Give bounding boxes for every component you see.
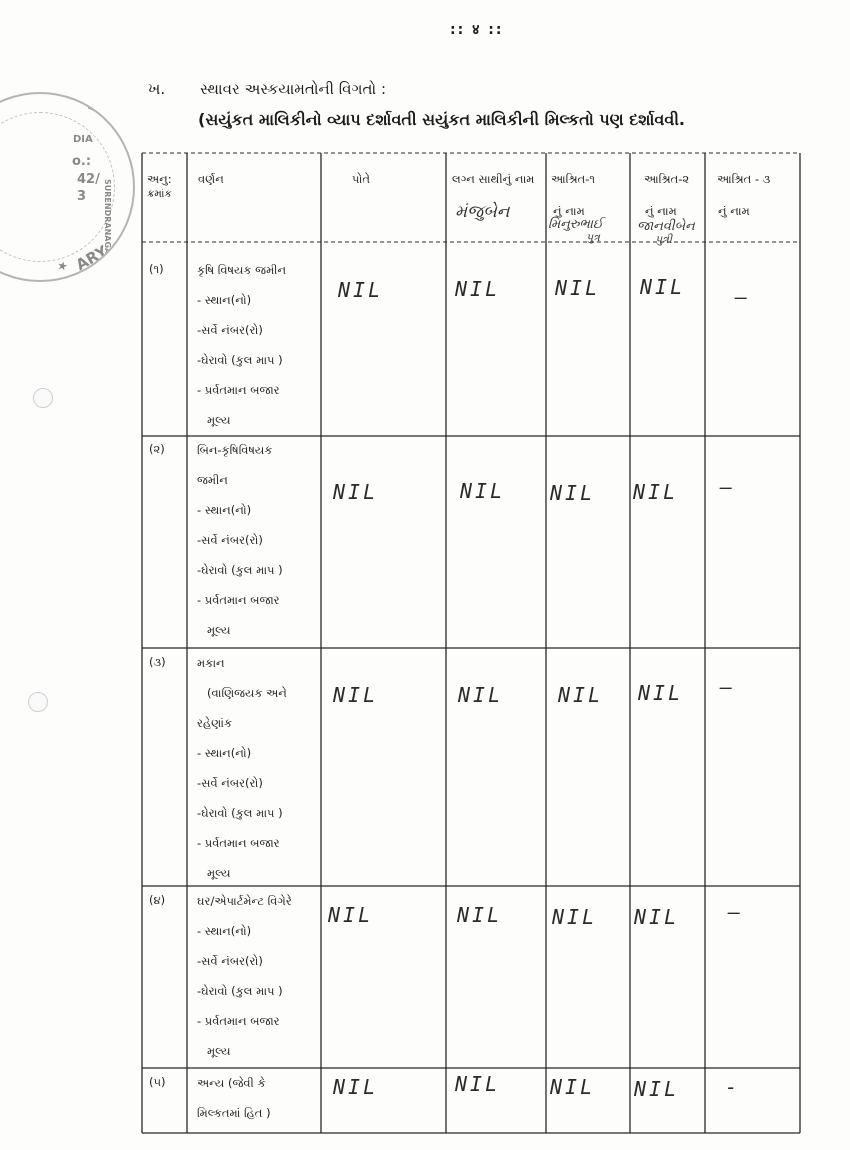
spouse-value: NIL [458,683,504,707]
description-line: મૂલ્ય [207,1044,231,1058]
description-line: મૂલ્ય [207,413,231,427]
self-value: NIL [333,1075,379,1099]
dependent-2-value: NIL [638,681,684,705]
description-line: - પ્રર્વતમાન બજાર [197,383,280,397]
dependent-3-value: - [725,1075,741,1099]
description-line: - પ્રર્વતમાન બજાર [197,1014,280,1028]
spouse-value: NIL [455,1072,501,1096]
description-line: -ઘેરાવો (કુલ માપ ) [197,353,283,367]
row-serial: (૫) [149,1075,166,1089]
stamp-text: SURENDRANAGAR [103,179,112,261]
dependent-1-value: NIL [550,1075,596,1099]
dependent-3-value: — [728,900,744,924]
description-line: રહેણાંક [197,716,233,730]
stamp-text: o.: [72,154,92,169]
description-line: -ઘેરાવો (કુલ માપ ) [197,563,283,577]
dependent-1-name-line: મિનુરુભાઈ [548,217,603,232]
punch-hole [33,388,53,408]
dependent-1-value: NIL [552,905,598,929]
description-line: -સર્વે નંબર(રો) [197,533,263,547]
description-line: - સ્થાન(નો) [197,746,252,760]
notary-stamp [0,92,135,282]
description-line: - સ્થાન(નો) [197,293,252,307]
row-serial: (૪) [149,893,166,907]
row-description [197,648,321,888]
description-line: -ઘેરાવો (કુલ માપ ) [197,984,283,998]
description-line: જમીન [197,473,228,487]
punch-hole [28,692,48,712]
dependent-2-relation: પુત્રી [655,233,673,246]
self-value: NIL [333,480,379,504]
description-line: ઘર/એપાર્ટમેન્ટ વિગેરે [197,894,292,908]
header-dependent-3: આશ્રિત - ૩ [717,172,771,186]
dependent-3-value: — [720,675,736,699]
header-serial-line: ક્રમાંક [147,188,172,200]
spouse-name: મંજુબેન [455,202,510,222]
dependent-2-value: NIL [634,1077,680,1101]
header-self: પોતે [352,172,370,186]
stamp-text: ARY [72,241,111,275]
description-line: બિન-કૃષિવિષયક [197,443,273,457]
stamp-text: DIA [73,134,93,145]
dependent-1-value: NIL [555,276,601,300]
dependent-3-value: — [735,285,751,309]
section-title: સ્થાવર અસ્કયામતોની વિગતો : [200,80,386,98]
row-description [197,255,321,435]
spouse-value: NIL [457,903,503,927]
description-line: મકાન [197,656,225,670]
dependent-2-value: NIL [640,275,686,299]
description-line: અન્ય (જેવી કે [197,1076,266,1090]
self-value: NIL [328,903,374,927]
description-line: - સ્થાન(નો) [197,503,252,517]
row-serial: (૩) [149,655,166,669]
description-line: મૂલ્ય [207,623,231,637]
dependent-2-name-label: નું નામ [645,204,677,218]
header-dependent-2: આશ્રિત-૨ [644,172,690,186]
stamp-text: DIYA [84,94,131,129]
header-serial-line: અનુ: [147,172,172,186]
dependent-2-value: NIL [634,905,680,929]
stamp-text: 3 [77,189,87,204]
header-spouse: લગ્ન સાથીનું નામ [452,172,535,186]
dependent-1-relation: પુત્ર [586,231,600,244]
spouse-value: NIL [460,479,506,503]
description-line: કૃષિ વિષયક જમીન [197,263,287,277]
description-line: (વાણિજયક અને [207,686,287,700]
description-line: -ઘેરાવો (કુલ માપ ) [197,806,283,820]
dependent-2-name [637,220,695,246]
spouse-value: NIL [455,277,501,301]
dependent-2-name-line: જાનવીબેન [637,219,695,234]
section-subtitle: (સયુંકત માલિકીનો વ્યાપ દર્શાવતી સયુંકત માલિકીની મિલ્કતો પણ દર્શાવવી. [198,110,685,129]
dependent-3-value: — [720,475,736,499]
description-line: - પ્રર્વતમાન બજાર [197,593,280,607]
description-line: મિલ્કતમાં હિત ) [197,1106,271,1120]
description-line: - પ્રર્વતમાન બજાર [197,836,280,850]
self-value: NIL [333,683,379,707]
header-serial [147,172,185,202]
row-serial: (૧) [149,262,164,276]
row-description [197,435,321,645]
self-value: NIL [338,278,384,302]
header-dependent-1: આશ્રિત-૧ [551,172,596,186]
stamp-text: 42/ [77,172,100,187]
dependent-2-value: NIL [633,480,679,504]
dependent-1-value: NIL [550,481,596,505]
dependent-3-name-label: નું નામ [718,204,750,218]
dependent-1-name [548,218,603,244]
page-number: :: ४ :: [450,22,504,38]
row-description [197,886,321,1066]
header-description: વર્ણન [198,172,224,186]
row-serial: (૨) [149,442,165,456]
section-marker: ખ. [148,80,166,98]
description-line: -સર્વે નંબર(રો) [197,776,263,790]
description-line: મૂલ્ય [207,866,231,880]
description-line: -સર્વે નંબર(રો) [197,323,263,337]
description-line: -સર્વે નંબર(રો) [197,954,263,968]
description-line: - સ્થાન(નો) [197,924,252,938]
row-description [197,1068,321,1128]
star-icon: ★ [53,257,72,275]
dependent-1-value: NIL [558,683,604,707]
dependent-1-name-label: નું નામ [553,204,585,218]
